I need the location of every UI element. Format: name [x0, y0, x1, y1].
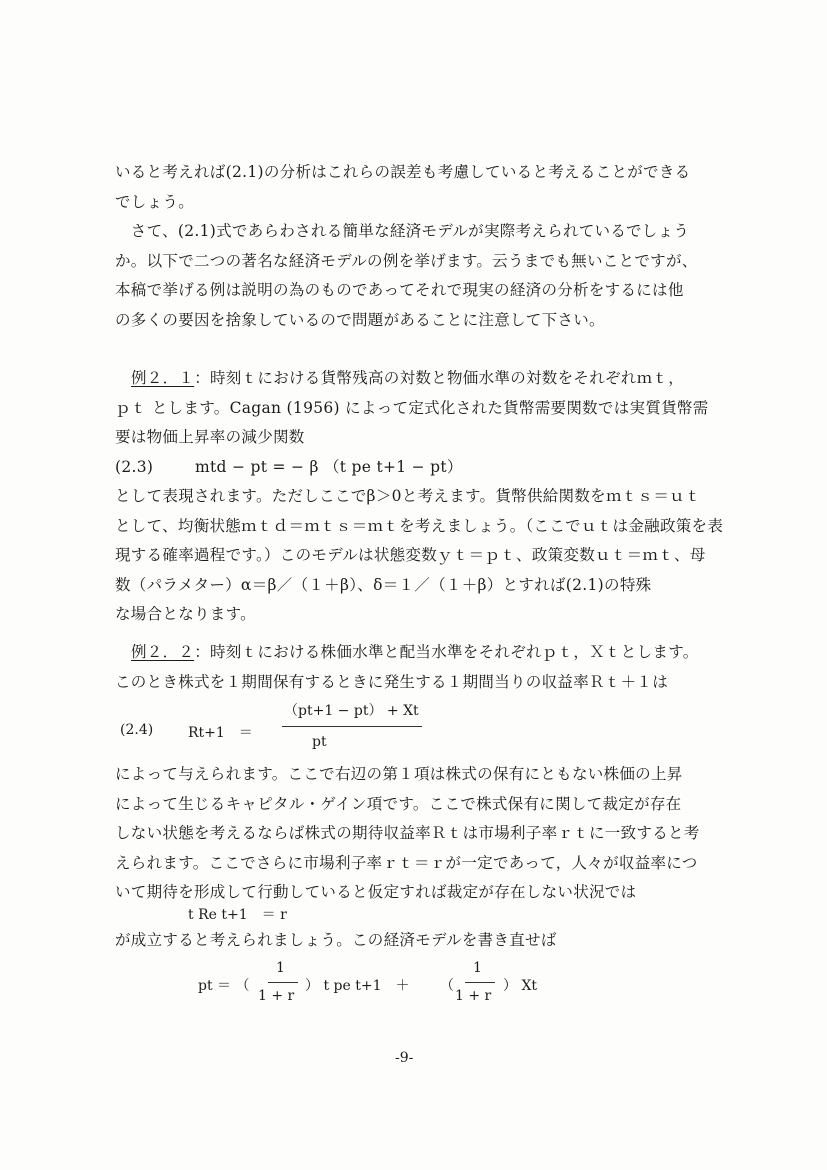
final-equation-middle: ） t pe t+1 ＋: [305, 978, 410, 994]
text-line: によって生じるキャピタル・ゲイン項です。ここで株式保有に関して裁定が存在: [115, 794, 682, 813]
text-line: えられます。ここでさらに市場利子率ｒｔ＝ｒが一定であって，人々が収益率につ: [115, 853, 698, 872]
example-2-2: [115, 638, 715, 697]
text-line: として、均衡状態ｍｔｄ＝ｍｔｓ＝ｍｔを考えましょう。（ここでｕｔは金融政策を表: [115, 516, 724, 535]
page-number: -9-: [395, 1050, 414, 1066]
text-line: によって与えられます。ここで右辺の第１項は株式の保有にともない株価の上昇: [115, 765, 683, 783]
final-equation-lhs: pt ＝ （: [198, 978, 250, 994]
fraction-numerator: 1: [473, 960, 482, 976]
text-line: さて、(2.1)式であらわされる簡単な経済モデルが実際考えられているでしょう: [115, 222, 690, 240]
intro-paragraph: [115, 158, 715, 335]
equation-2-3: [115, 453, 715, 483]
fraction-bar: [268, 982, 298, 983]
example-2-2-first-line: [115, 638, 715, 668]
text-line: か。以下で二つの著名な経済モデルの例を挙げます。云うまでも無いことですが、: [115, 251, 698, 270]
example-2-1: [115, 364, 724, 630]
text-line: ｐｔ とします。Cagan (1956) によって定式化された貨幣需要関数では実質貨幣需: [115, 398, 709, 417]
text-line: 現する確率過程です。）このモデルは状態変数ｙｔ＝ｐｔ、政策変数ｕｔ＝ｍｔ、母: [115, 546, 706, 564]
fraction-denominator: 1 + r: [258, 988, 295, 1004]
fraction-numerator: 1: [276, 960, 285, 976]
text-line: いて期待を形成して行動していると仮定すれば裁定が存在しない状況では: [115, 883, 637, 901]
fraction-bar: [465, 982, 495, 983]
text-line: 本稿で挙げる例は説明の為のものであってそれで現実の経済の分析をするには他: [115, 281, 684, 299]
fraction-bar: [282, 726, 422, 727]
text-line: でしょう。: [115, 192, 195, 211]
text-line: ：時刻ｔにおける株価水準と配当水準をそれぞれｐｔ，Ｘｔとします。: [194, 643, 699, 661]
fraction-denominator: pt: [312, 734, 327, 750]
text-line: このとき株式を１期間保有するときに発生する１期間当りの収益率Ｒｔ＋１は: [115, 672, 669, 691]
text-line: しない状態を考えるならば株式の期待収益率Ｒｔは市場利子率ｒｔに一致すると考: [115, 824, 700, 842]
example-heading: 例２．２: [131, 643, 195, 661]
text-line: 要は物価上昇率の減少関数: [115, 428, 305, 446]
no-arbitrage-equation: t Re t+1 ＝ r: [188, 907, 287, 923]
example-heading: 例２．１: [131, 369, 195, 387]
example-2-1-first-line: [115, 364, 715, 394]
fraction-denominator: 1 + r: [455, 988, 492, 1004]
text-line: が成立すると考えられましょう。この経済モデルを書き直せば: [115, 931, 557, 949]
text-line: 数（パラメター）α＝β／（１＋β）、δ＝１／（１＋β）とすれば(2.1)の特殊: [115, 575, 652, 594]
final-equation-end: ） Xt: [503, 978, 538, 994]
equation-label: (2.3): [115, 457, 154, 476]
text-line: の多くの要因を捨象しているので問題があることに注意して下さい。: [115, 310, 605, 329]
text-line: な場合となります。: [115, 605, 256, 623]
equation-label: (2.4): [120, 722, 154, 738]
text-line: いると考えれば(2.1)の分析はこれらの誤差も考慮していると考えることができる: [115, 163, 691, 181]
text-line: として表現されます。ただしここでβ＞0と考えます。貨幣供給関数をｍｔｓ＝ｕｔ: [115, 487, 701, 505]
open-paren: （: [440, 978, 454, 994]
example-2-2-body: [115, 760, 715, 908]
text-line: ：時刻ｔにおける貨幣残高の対数と物価水準の対数をそれぞれｍｔ，: [194, 369, 685, 387]
equation-lhs: Rt+1 ＝: [188, 725, 253, 741]
rewrite-sentence: [115, 926, 715, 956]
equation-body: mtd − pt = − β （t pe t+1 − pt）: [195, 457, 463, 476]
fraction-numerator: （pt+1 − pt） + Xt: [284, 703, 419, 719]
